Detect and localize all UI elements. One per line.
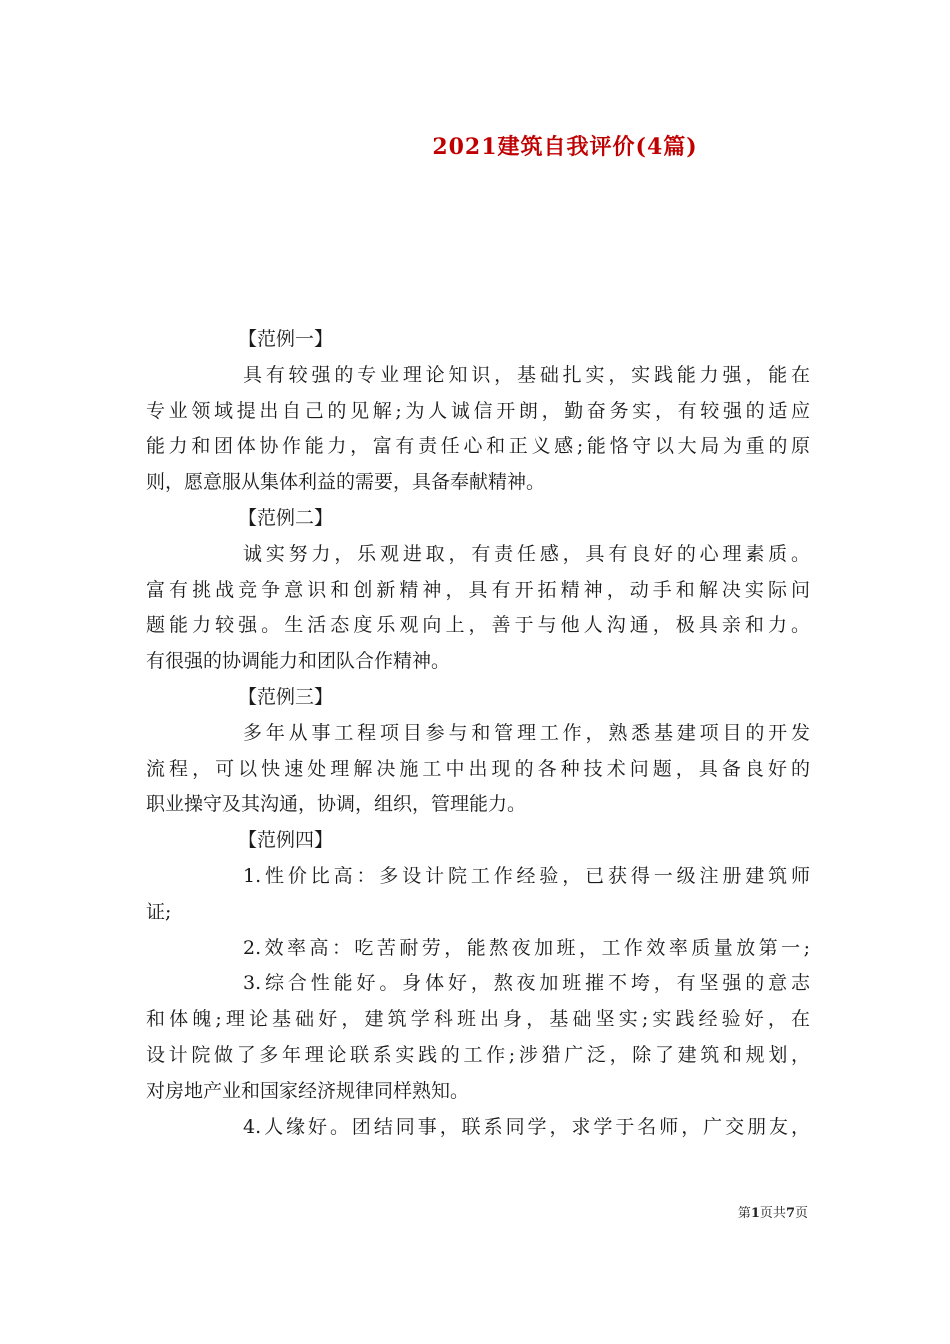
body-text-line: 有很强的协调能力和团队合作精神。 — [146, 650, 451, 673]
page-title: 2021建筑自我评价(4篇) — [432, 134, 698, 160]
body-text-line: 2.效率高：吃苦耐劳，能熬夜加班，工作效率质量放第一; — [243, 936, 810, 959]
body-text-line: 多年从事工程项目参与和管理工作，熟悉基建项目的开发 — [243, 721, 810, 744]
page-number: 第1页共7页 — [737, 1206, 808, 1221]
body-text-line: 3.综合性能好。身体好，熬夜加班摧不垮，有坚强的意志 — [243, 972, 810, 995]
body-text-line: 流程，可以快速处理解决施工中出现的各种技术问题，具备良好的 — [146, 757, 810, 780]
body-text-line: 1.性价比高：多设计院工作经验，已获得一级注册建筑师 — [243, 864, 810, 887]
body-text-line: 题能力较强。生活态度乐观向上，善于与他人沟通，极具亲和力。 — [146, 614, 810, 637]
body-text-line: 4.人缘好。团结同事，联系同学，求学于名师，广交朋友， — [243, 1115, 810, 1138]
section-heading: 【范例二】 — [238, 506, 334, 529]
body-text-line: 诚实努力，乐观进取，有责任感，具有良好的心理素质。 — [243, 542, 810, 565]
section-heading: 【范例三】 — [238, 685, 334, 708]
section-heading: 【范例四】 — [238, 829, 334, 852]
document-body — [146, 322, 810, 1145]
body-text-line: 能力和团体协作能力，富有责任心和正义感;能恪守以大局为重的原 — [146, 435, 810, 458]
body-text-line: 则，愿意服从集体利益的需要，具备奉献精神。 — [146, 471, 546, 494]
body-text-line: 设计院做了多年理论联系实践的工作;涉猎广泛，除了建筑和规划， — [146, 1043, 810, 1066]
body-text-line: 具有较强的专业理论知识，基础扎实，实践能力强，能在 — [243, 363, 810, 386]
body-text-line: 证; — [146, 900, 172, 923]
body-text-line: 富有挑战竞争意识和创新精神，具有开拓精神，动手和解决实际问 — [146, 578, 810, 601]
section-heading: 【范例一】 — [238, 328, 334, 350]
body-text-line: 专业领域提出自己的见解;为人诚信开朗，勤奋务实，有较强的适应 — [146, 399, 810, 422]
body-text-line: 和体魄;理论基础好，建筑学科班出身，基础坚实;实践经验好，在 — [146, 1008, 810, 1031]
body-text-line: 对房地产业和国家经济规律同样熟知。 — [146, 1079, 470, 1102]
body-text-line: 职业操守及其沟通，协调，组织，管理能力。 — [146, 793, 527, 816]
